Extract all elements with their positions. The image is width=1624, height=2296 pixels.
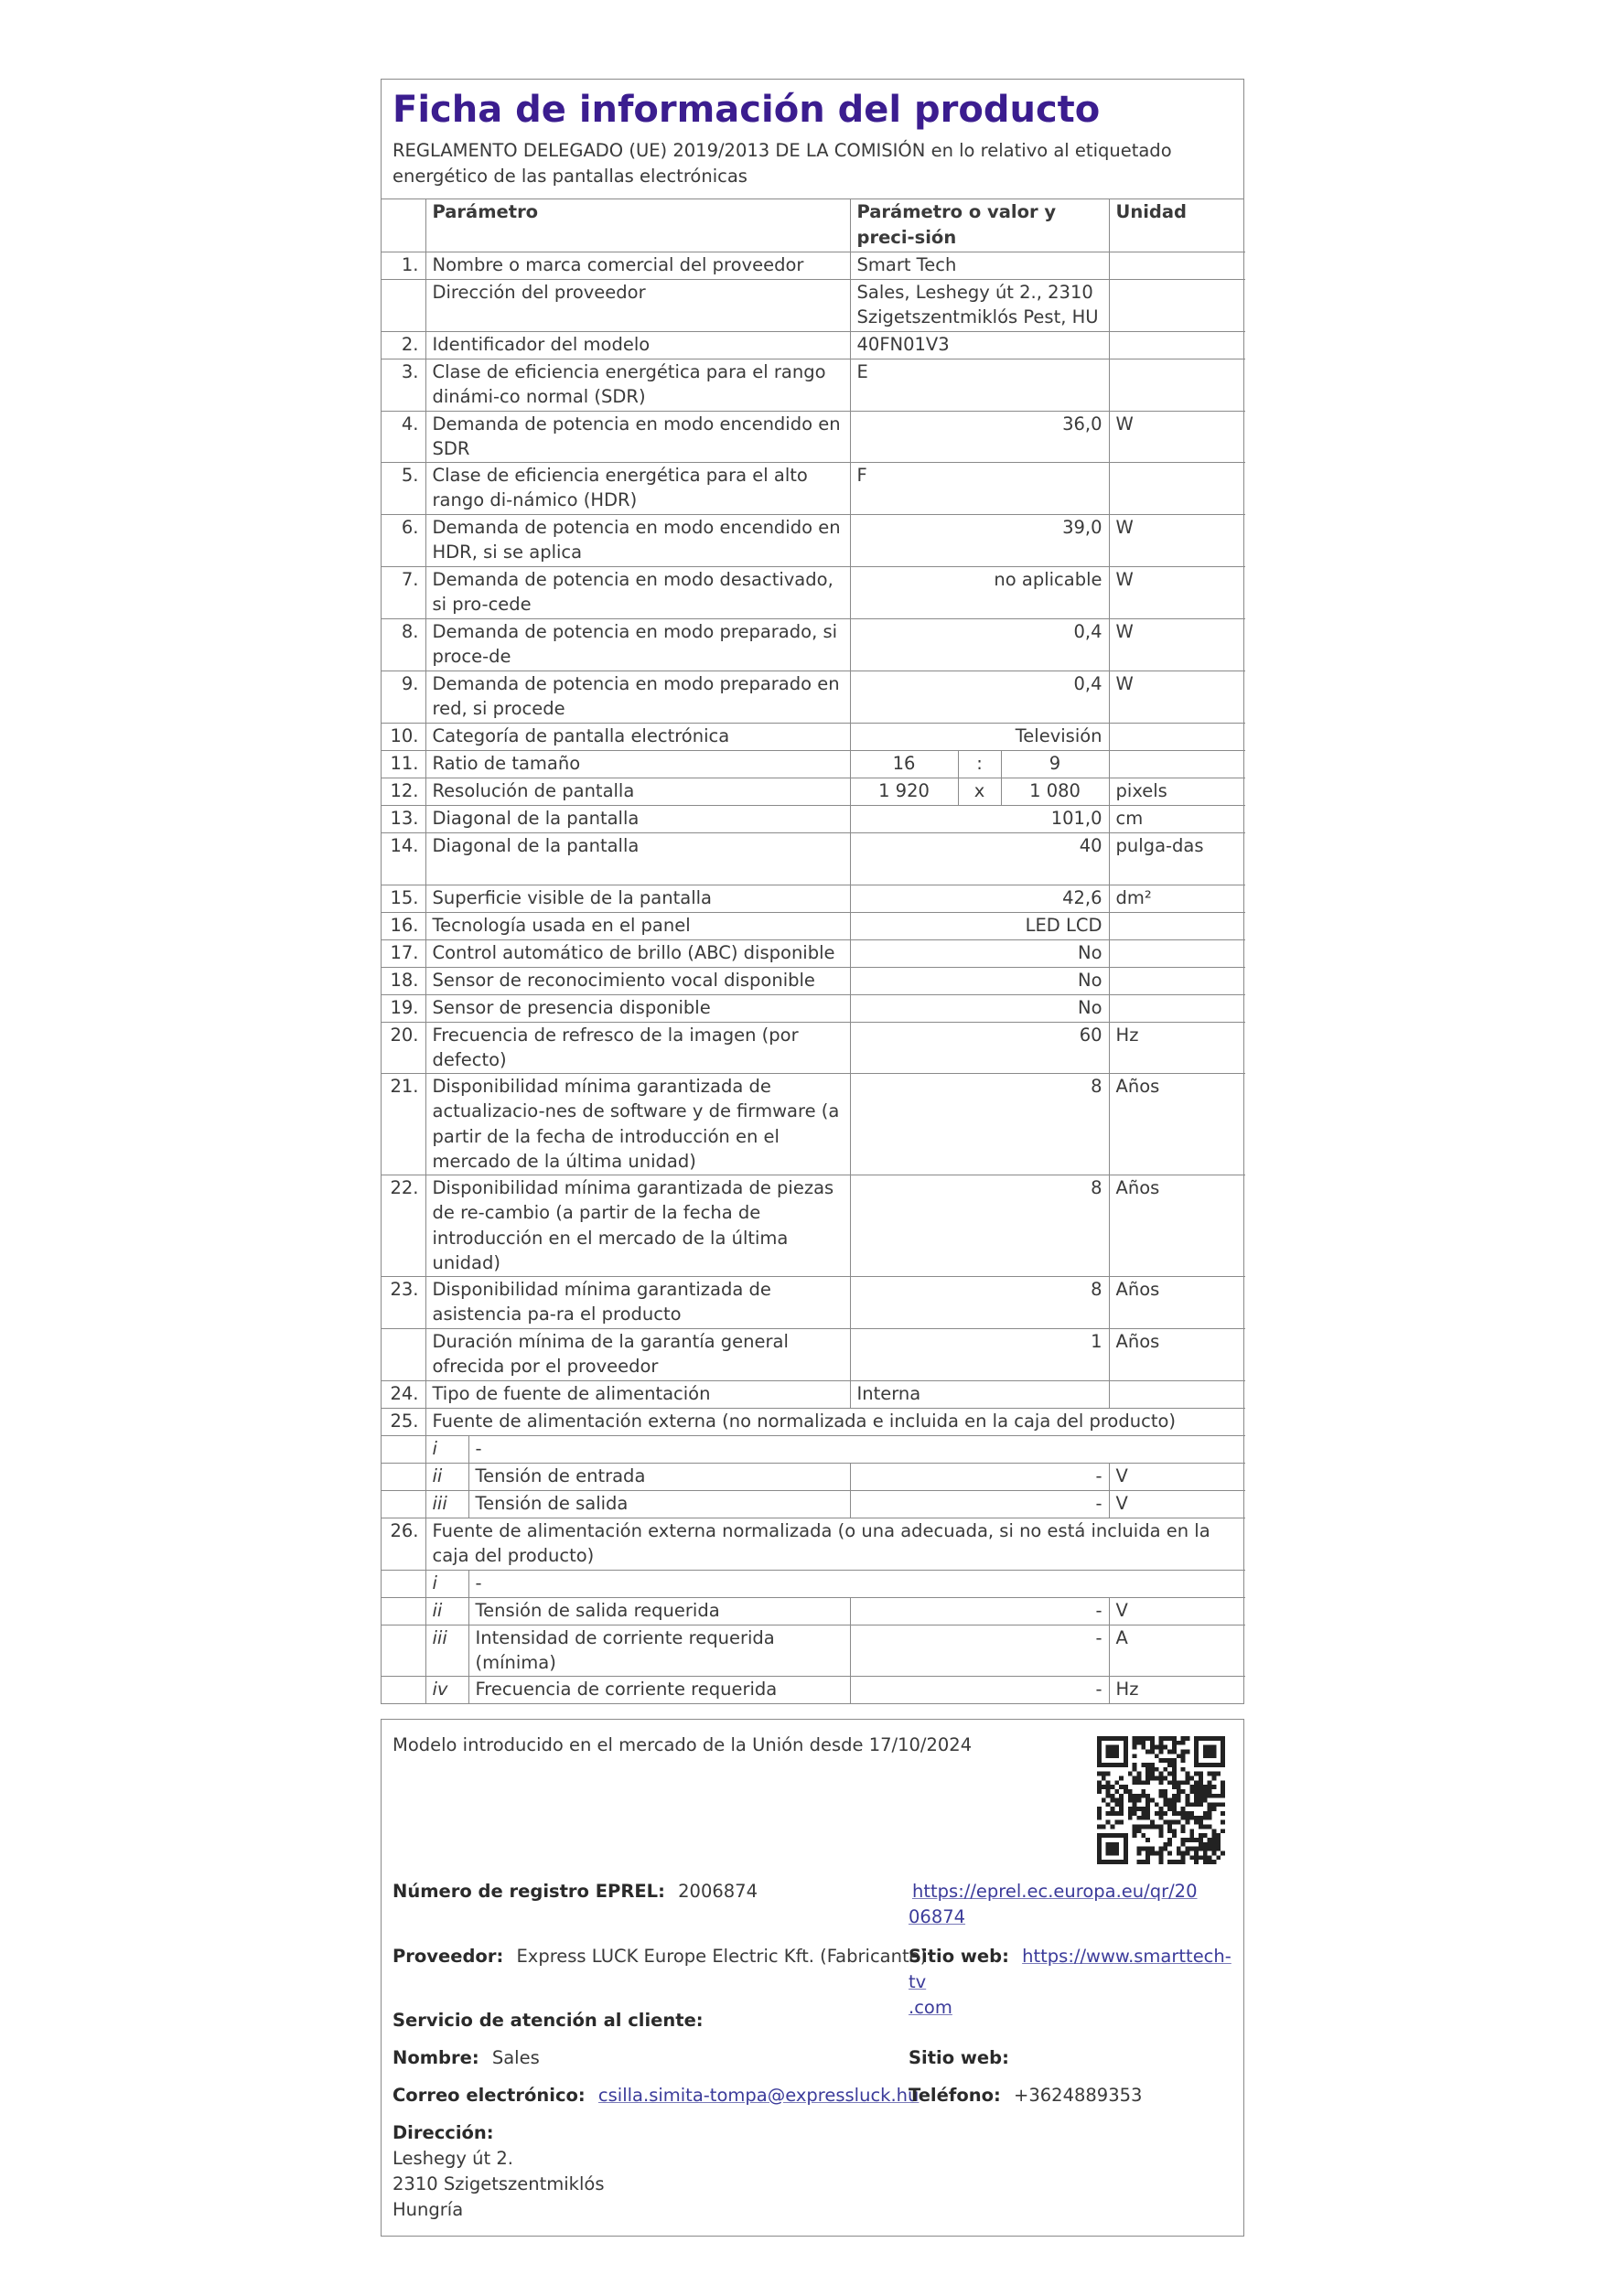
row-number: 10.	[382, 723, 425, 750]
row-unit: Años	[1109, 1175, 1245, 1276]
row-unit: pixels	[1109, 778, 1245, 805]
row-unit: W	[1109, 566, 1245, 618]
sub-row-unit: V	[1109, 1463, 1245, 1490]
website-link-line-2[interactable]: .com	[909, 1997, 952, 2018]
row-number: 21.	[382, 1073, 425, 1175]
row-unit	[1109, 359, 1245, 411]
supplier-label: Proveedor:	[393, 1946, 504, 1967]
sub-row	[382, 1597, 1245, 1625]
row-value-b: 1 080	[1001, 778, 1109, 805]
row-number: 11.	[382, 750, 425, 778]
row-value: No	[850, 994, 1109, 1022]
row-parameter: Disponibilidad mínima garantizada de piezas de re-cambio (a partir de la fecha de introducción en el mercado de la última unidad)	[425, 1175, 850, 1276]
sub-row	[382, 1490, 1245, 1518]
row-value: F	[850, 462, 1109, 514]
row-value: LED LCD	[850, 912, 1109, 939]
row-number: 13.	[382, 805, 425, 832]
table-row	[382, 566, 1245, 618]
row-value: 8	[850, 1073, 1109, 1175]
address-line: 2310 Szigetszentmiklós	[393, 2173, 605, 2194]
row-value: Televisión	[850, 723, 1109, 750]
row-parameter: Disponibilidad mínima garantizada de asistencia pa-ra el producto	[425, 1276, 850, 1328]
eprel-row	[393, 1879, 758, 1904]
row-unit: Años	[1109, 1328, 1245, 1380]
table-header-row	[382, 199, 1245, 252]
sub-row	[382, 1463, 1245, 1490]
row-value: 36,0	[850, 411, 1109, 462]
row-unit	[1109, 994, 1245, 1022]
row-number	[382, 279, 425, 331]
sub-row-roman: iv	[425, 1676, 468, 1703]
email-link[interactable]: csilla.simita-tompa@expressluck.hu	[597, 2085, 920, 2106]
row-parameter: Diagonal de la pantalla	[425, 832, 850, 885]
row-number: 19.	[382, 994, 425, 1022]
row-number: 12.	[382, 778, 425, 805]
regulation-subtitle: REGLAMENTO DELEGADO (UE) 2019/2013 DE LA COMISIÓN en lo relativo al etiquetado energético de las pantallas electrónicas	[393, 140, 1172, 187]
row-number: 3.	[382, 359, 425, 411]
row-value-b: 9	[1001, 750, 1109, 778]
row-number: 6.	[382, 514, 425, 566]
sub-row-roman: ii	[425, 1463, 468, 1490]
address-line: Leshegy út 2.	[393, 2148, 513, 2169]
sub-row-unit: V	[1109, 1490, 1245, 1518]
row-value: 101,0	[850, 805, 1109, 832]
row-unit: Años	[1109, 1073, 1245, 1175]
sub-row-parameter: Tensión de salida	[468, 1490, 850, 1518]
eprel-label: Número de registro EPREL:	[393, 1881, 665, 1902]
table-row	[382, 1022, 1245, 1073]
row-unit	[1109, 967, 1245, 994]
row-parameter: Nombre o marca comercial del proveedor	[425, 252, 850, 279]
header-unit: Unidad	[1109, 199, 1245, 252]
row-value: 0,4	[850, 671, 1109, 723]
row-value: 40FN01V3	[850, 331, 1109, 359]
row-unit	[1109, 279, 1245, 331]
row-parameter: Duración mínima de la garantía general ofrecida por el proveedor	[425, 1328, 850, 1380]
table-row	[382, 1175, 1245, 1276]
table-row	[382, 1518, 1245, 1570]
sub-row-value: -	[850, 1597, 1109, 1625]
market-intro: Modelo introducido en el mercado de la Unión desde 17/10/2024	[393, 1734, 973, 1755]
website-row	[909, 1944, 1238, 2021]
sub-row-roman: iii	[425, 1490, 468, 1518]
product-sheet	[381, 79, 1244, 2237]
header-value: Parámetro o valor y preci-sión	[850, 199, 1109, 252]
row-value: 40	[850, 832, 1109, 885]
table-row	[382, 967, 1245, 994]
table-row	[382, 331, 1245, 359]
sub-row-spacer	[382, 1570, 425, 1597]
row-number: 7.	[382, 566, 425, 618]
row-value: 0,4	[850, 618, 1109, 671]
row-unit: Años	[1109, 1276, 1245, 1328]
sub-row-spacer	[382, 1597, 425, 1625]
row-parameter: Sensor de reconocimiento vocal disponible	[425, 967, 850, 994]
row-number: 4.	[382, 411, 425, 462]
spec-box	[381, 79, 1244, 1704]
row-parameter: Resolución de pantalla	[425, 778, 850, 805]
row-unit	[1109, 462, 1245, 514]
row-value: Smart Tech	[850, 252, 1109, 279]
table-row	[382, 1073, 1245, 1175]
row-parameter: Superficie visible de la pantalla	[425, 885, 850, 912]
sub-row-value: -	[850, 1676, 1109, 1703]
table-row	[382, 723, 1245, 750]
header-parameter: Parámetro	[425, 199, 850, 252]
row-value: 42,6	[850, 885, 1109, 912]
sub-row-parameter: -	[468, 1570, 1245, 1597]
sub-row	[382, 1570, 1245, 1597]
row-parameter: Clase de eficiencia energética para el rango dinámi-co normal (SDR)	[425, 359, 850, 411]
row-unit	[1109, 912, 1245, 939]
row-number: 5.	[382, 462, 425, 514]
table-row	[382, 1408, 1245, 1435]
row-parameter: Fuente de alimentación externa normalizada (o una adecuada, si no está incluida en la caja del producto)	[425, 1518, 1245, 1570]
row-parameter: Dirección del proveedor	[425, 279, 850, 331]
table-row	[382, 618, 1245, 671]
row-parameter: Disponibilidad mínima garantizada de actualizacio-nes de software y de firmware (a partir de la fecha de introducción en el mercado de la última unidad)	[425, 1073, 850, 1175]
sub-row-parameter: -	[468, 1435, 1245, 1463]
row-unit	[1109, 723, 1245, 750]
row-parameter: Demanda de potencia en modo desactivado, si pro-cede	[425, 566, 850, 618]
row-parameter: Demanda de potencia en modo preparado, si proce-de	[425, 618, 850, 671]
address-line: Hungría	[393, 2199, 464, 2220]
eprel-link-line-2[interactable]: 06874	[909, 1906, 966, 1927]
row-unit	[1109, 939, 1245, 967]
table-row	[382, 671, 1245, 723]
address-block	[393, 2120, 605, 2223]
row-unit: W	[1109, 514, 1245, 566]
row-parameter: Sensor de presencia disponible	[425, 994, 850, 1022]
sub-row-spacer	[382, 1490, 425, 1518]
contact-website-label: Sitio web:	[909, 2047, 1009, 2068]
row-unit: W	[1109, 671, 1245, 723]
row-number: 17.	[382, 939, 425, 967]
eprel-link-line-1[interactable]: https://eprel.ec.europa.eu/qr/20	[912, 1881, 1198, 1902]
contact-name-value: Sales	[491, 2047, 540, 2068]
sub-row-unit: A	[1109, 1625, 1245, 1676]
row-value: 8	[850, 1276, 1109, 1328]
row-unit	[1109, 252, 1245, 279]
row-value-a: 16	[850, 750, 958, 778]
row-parameter: Demanda de potencia en modo preparado en red, si procede	[425, 671, 850, 723]
phone-label: Teléfono:	[909, 2085, 1001, 2106]
row-parameter: Clase de eficiencia energética para el alto rango di-námico (HDR)	[425, 462, 850, 514]
sub-row-value: -	[850, 1490, 1109, 1518]
table-row	[382, 1328, 1245, 1380]
row-unit	[1109, 750, 1245, 778]
row-value: 60	[850, 1022, 1109, 1073]
row-parameter: Categoría de pantalla electrónica	[425, 723, 850, 750]
website-label: Sitio web:	[909, 1946, 1009, 1967]
row-number: 22.	[382, 1175, 425, 1276]
sub-row-unit: V	[1109, 1597, 1245, 1625]
row-unit: W	[1109, 618, 1245, 671]
sub-row	[382, 1676, 1245, 1703]
row-parameter: Ratio de tamaño	[425, 750, 850, 778]
table-row	[382, 832, 1245, 885]
eprel-link[interactable]	[909, 1879, 1238, 1930]
info-box	[381, 1719, 1244, 2237]
contact-name-label: Nombre:	[393, 2047, 479, 2068]
row-parameter: Tecnología usada en el panel	[425, 912, 850, 939]
sub-row-spacer	[382, 1435, 425, 1463]
table-row	[382, 805, 1245, 832]
row-parameter: Control automático de brillo (ABC) disponible	[425, 939, 850, 967]
row-number: 24.	[382, 1380, 425, 1408]
sub-row-roman: ii	[425, 1597, 468, 1625]
spec-table	[382, 199, 1245, 1703]
row-number: 15.	[382, 885, 425, 912]
sub-row-parameter: Tensión de entrada	[468, 1463, 850, 1490]
row-number: 16.	[382, 912, 425, 939]
table-row	[382, 750, 1245, 778]
table-row	[382, 252, 1245, 279]
row-parameter: Diagonal de la pantalla	[425, 805, 850, 832]
table-row	[382, 359, 1245, 411]
sub-row-value: -	[850, 1463, 1109, 1490]
email-label: Correo electrónico:	[393, 2085, 586, 2106]
table-row	[382, 1380, 1245, 1408]
row-parameter: Fuente de alimentación externa (no normalizada e incluida en la caja del producto)	[425, 1408, 1245, 1435]
contact-name-row	[393, 2045, 540, 2071]
table-row	[382, 1276, 1245, 1328]
row-unit: cm	[1109, 805, 1245, 832]
row-value-a: 1 920	[850, 778, 958, 805]
row-number: 8.	[382, 618, 425, 671]
supplier-row	[393, 1944, 927, 1969]
row-number: 14.	[382, 832, 425, 885]
eprel-number: 2006874	[678, 1881, 758, 1902]
row-value: Interna	[850, 1380, 1109, 1408]
row-value: no aplicable	[850, 566, 1109, 618]
row-number: 1.	[382, 252, 425, 279]
row-value-separator: x	[958, 778, 1001, 805]
sub-row-spacer	[382, 1463, 425, 1490]
qr-code-icon	[1097, 1736, 1225, 1864]
table-row	[382, 994, 1245, 1022]
table-row	[382, 778, 1245, 805]
row-value: 8	[850, 1175, 1109, 1276]
row-unit: W	[1109, 411, 1245, 462]
email-row	[393, 2083, 919, 2108]
row-unit: pulga-das	[1109, 832, 1245, 885]
row-unit: Hz	[1109, 1022, 1245, 1073]
row-unit: dm²	[1109, 885, 1245, 912]
row-number: 20.	[382, 1022, 425, 1073]
row-number: 18.	[382, 967, 425, 994]
row-value: 1	[850, 1328, 1109, 1380]
sub-row-unit: Hz	[1109, 1676, 1245, 1703]
table-row	[382, 939, 1245, 967]
table-row	[382, 912, 1245, 939]
sub-row	[382, 1435, 1245, 1463]
row-number: 23.	[382, 1276, 425, 1328]
row-parameter: Demanda de potencia en modo encendido en SDR	[425, 411, 850, 462]
supplier-name: Express LUCK Europe Electric Kft. (Fabricante)	[516, 1946, 928, 1967]
table-row	[382, 885, 1245, 912]
row-unit	[1109, 331, 1245, 359]
sub-row-value: -	[850, 1625, 1109, 1676]
header-number	[382, 199, 425, 252]
page-title: Ficha de información del producto	[393, 89, 1101, 131]
row-value: No	[850, 939, 1109, 967]
sub-row	[382, 1625, 1245, 1676]
row-unit	[1109, 1380, 1245, 1408]
row-number: 9.	[382, 671, 425, 723]
row-parameter: Frecuencia de refresco de la imagen (por defecto)	[425, 1022, 850, 1073]
row-number: 2.	[382, 331, 425, 359]
sub-row-roman: iii	[425, 1625, 468, 1676]
sub-row-spacer	[382, 1676, 425, 1703]
sub-row-parameter: Tensión de salida requerida	[468, 1597, 850, 1625]
row-number	[382, 1328, 425, 1380]
row-number: 26.	[382, 1518, 425, 1570]
row-parameter: Demanda de potencia en modo encendido en HDR, si se aplica	[425, 514, 850, 566]
sub-row-spacer	[382, 1625, 425, 1676]
table-row	[382, 514, 1245, 566]
row-value: Sales, Leshegy út 2., 2310 Szigetszentmiklós Pest, HU	[850, 279, 1109, 331]
row-parameter: Tipo de fuente de alimentación	[425, 1380, 850, 1408]
sub-row-parameter: Intensidad de corriente requerida (mínima)	[468, 1625, 850, 1676]
website-link-line-1[interactable]: https://www.smarttech-tv	[909, 1946, 1231, 1992]
table-row	[382, 279, 1245, 331]
customer-service-heading: Servicio de atención al cliente:	[393, 2010, 704, 2031]
row-number: 25.	[382, 1408, 425, 1435]
sheet-header	[382, 80, 1243, 199]
phone-row	[909, 2083, 1142, 2108]
sub-row-roman: i	[425, 1435, 468, 1463]
row-value: E	[850, 359, 1109, 411]
row-value-separator: :	[958, 750, 1001, 778]
table-row	[382, 462, 1245, 514]
sub-row-parameter: Frecuencia de corriente requerida	[468, 1676, 850, 1703]
table-row	[382, 411, 1245, 462]
sub-row-roman: i	[425, 1570, 468, 1597]
phone-value: +3624889353	[1014, 2085, 1143, 2106]
address-label: Dirección:	[393, 2122, 494, 2143]
row-value: 39,0	[850, 514, 1109, 566]
row-parameter: Identificador del modelo	[425, 331, 850, 359]
row-value: No	[850, 967, 1109, 994]
